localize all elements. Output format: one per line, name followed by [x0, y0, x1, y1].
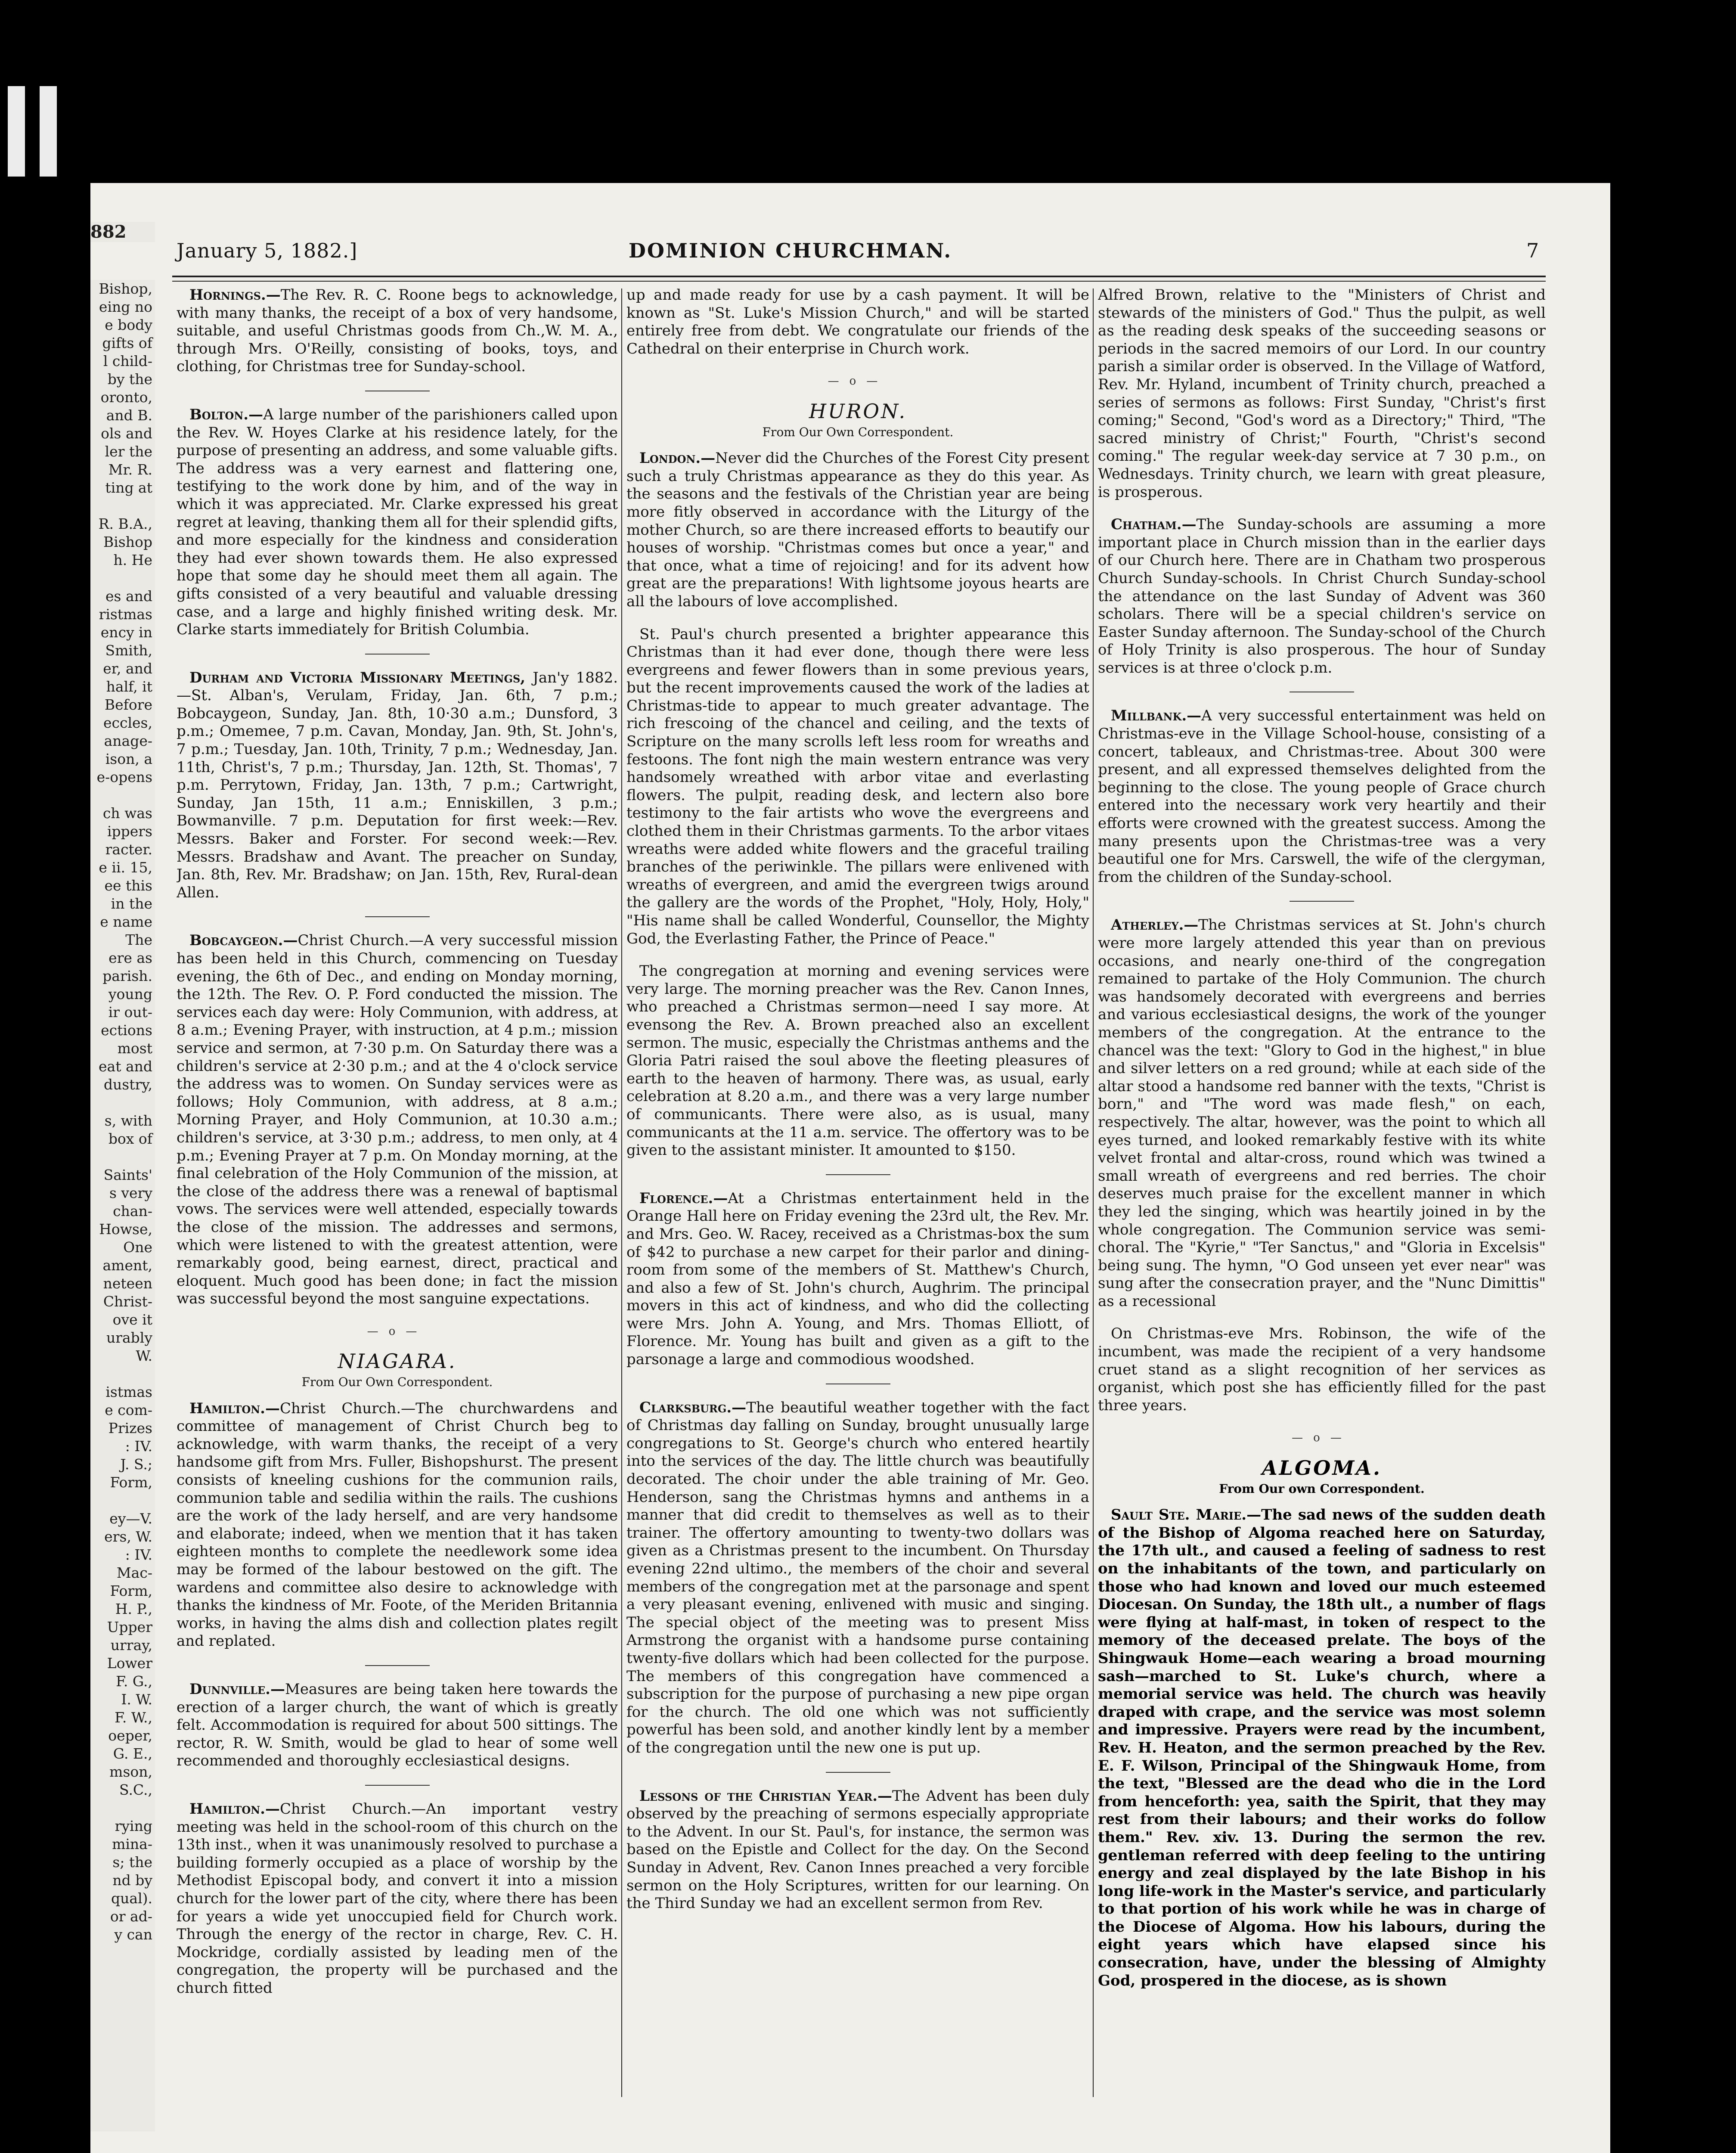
prev-page-line: by the — [107, 371, 152, 388]
correspondent-line: From Our Own Correspondent. — [762, 425, 954, 439]
prev-page-line: most — [117, 1040, 152, 1057]
column-rule — [1093, 289, 1094, 2097]
article-dateline: Lessons of the Christian Year.— — [639, 1787, 893, 1805]
article-dateline: Millbank.— — [1111, 707, 1202, 725]
article-text: At a Christmas entertainment held in the Orange Hall here on Friday evening the 23rd ult, the Rev. Mr. and Mrs. Geo. W. Racey, received as a Christmas-box the sum of $42 to purchase a new carpet for their parlor and dining-room from some of the members of St. Matthew's Church, and also a few of St. John's church, Aughrim. The principal movers in this act of kindness, and who did the collecting were Mrs. John A. Young, and Mrs. Thomas Elliott, of Florence. Mr. Young has built and given as a gift to the parsonage a large and commodious woodshed. — [626, 1189, 1089, 1368]
prev-page-line: ove it — [112, 1311, 152, 1328]
prev-page-line — [90, 1094, 155, 1112]
prev-page-line: s very — [109, 1185, 152, 1201]
article-paragraph — [177, 932, 618, 1308]
correspondent-line: From Our Own Correspondent. — [301, 1375, 493, 1390]
prev-page-line: in the — [111, 895, 152, 912]
prev-page-fragment: 882 — [90, 222, 155, 242]
prev-page-line — [90, 497, 155, 515]
prev-page-line: Smith, — [105, 642, 152, 659]
prev-page-line: Saints' — [103, 1166, 152, 1183]
article-paragraph — [1098, 707, 1546, 886]
article-text: The Christmas services at St. John's church were more largely attended this year than on previous occasions, and nearly one-third of the congregation remained to partake of the Holy Communion. The church was handsomely decorated with evergreens and berries and various ecclesiastical designs, the work of the younger members of the congregation. At the entrance to the chancel was the text: "Glory to God in the highest," in blue and silver letters on a red ground; while at each side of the altar stood a handsome red banner with the texts, "Christ is born," and "The word was made flesh," on each, respectively. The altar, however, was the point to which all eyes turned, and looked remarkably festive with its white velvet frontal and altar-cross, round which was twined a small wreath of evergreens and red berries. The choir deserves much praise for the excellent manner in which they led the singing, which was heartily joined in by the whole congregation. The Communion service was semi-choral. The "Kyrie," "Ter Sanctus," and "Gloria in Excelsis" being sung. The hymn, "O God unseen yet ever near" was sung after the consecration prayer, and the "Nunc Dimittis" as a recessional — [1098, 916, 1546, 1310]
prev-page-line: mson, — [109, 1763, 152, 1780]
article-paragraph — [1098, 916, 1546, 1310]
prev-page-edge-text — [90, 280, 155, 2131]
article-dateline: Hamilton.— — [189, 1800, 280, 1818]
prev-page-line: istmas — [105, 1384, 152, 1400]
article-separator — [365, 1665, 430, 1666]
prev-page-line: Bishop — [103, 534, 152, 550]
prev-page-line: e body — [105, 316, 152, 333]
article-text: The Advent has been duly observed by the preaching of sermons especially appropriate to the Advent. In our St. Paul's, for instance, the sermon was based on the Epistle and Collect for the day. On the Second Sunday in Advent, Rev. Canon Innes preached a very forcible sermon on the Holy Scriptures, written for our learning. On the Third Sunday we had an excellent sermon from Rev. — [626, 1787, 1089, 1912]
section-ornament: —o— — [828, 375, 888, 388]
prev-page-line — [90, 1365, 155, 1383]
prev-page-line: chan- — [113, 1203, 152, 1219]
masthead-title: DOMINION CHURCHMAN. — [629, 239, 952, 262]
prev-page-line: ler the — [105, 443, 152, 460]
prev-page-line: ting at — [105, 479, 152, 496]
prev-page-line: and B. — [106, 407, 152, 424]
prev-page-line: Bishop, — [99, 280, 152, 297]
prev-page-line: ison, a — [105, 751, 152, 767]
prev-page-line: rying — [115, 1818, 152, 1834]
article-text: St. Paul's church presented a brighter appearance this Christmas than it had ever done, though there were less evergreens and fewer flowers than in some previous years, but the recent improvements caused the work of the ladies at Christmas-tide to appear to much greater advantage. The rich frescoing of the chancel and ceiling, and the texts of Scripture on the many scrolls left less room for wreaths and festoons. The font nigh the main western entrance was very handsomely wreathed with arbor vitae and everlasting flowers. The pulpit, reading desk, and lectern also bore testimony to the fair artists who wove the evergreens and clothed them in their Christmas garments. To the arbor vitaes wreaths were added white flowers and the graceful trailing branches of the periwinkle. The pillars were enlivened with wreaths of evergreen, and amid the evergreen twigs around the gallery are the words of the Prophet, "Holy, Holy, Holy," "His name shall be called Wonderful, Counsellor, the Mighty God, the Everlasting Father, the Prince of Peace." — [626, 625, 1089, 947]
prev-page-line — [90, 1148, 155, 1166]
prev-page-line: S.C., — [119, 1781, 152, 1798]
article-dateline: Dunnville.— — [189, 1680, 285, 1698]
article-dateline: Bolton.— — [189, 406, 264, 423]
article-paragraph — [177, 1681, 618, 1770]
prev-page-line: oeper, — [108, 1727, 152, 1744]
article-separator — [826, 1174, 890, 1175]
article-paragraph — [626, 1190, 1089, 1369]
prev-page-line: ir out- — [108, 1004, 152, 1021]
prev-page-line: F. W., — [115, 1709, 152, 1726]
article-dateline: Florence.— — [639, 1189, 728, 1207]
prev-page-line — [90, 1799, 155, 1817]
section-ornament: —o— — [367, 1325, 428, 1338]
article-dateline: Hornings.— — [189, 286, 281, 304]
article-separator — [365, 1785, 430, 1786]
article-dateline: Sault Ste. Marie.— — [1111, 1506, 1262, 1524]
prev-page-line: y can — [114, 1926, 152, 1943]
article-paragraph — [177, 1400, 618, 1650]
prev-page-line: s; the — [112, 1854, 152, 1871]
article-paragraph — [177, 286, 618, 376]
article-text: On Christmas-eve Mrs. Robinson, the wife of the incumbent, was made the recipient of a very handsome cruet stand as a slight recognition of her services as organist, which post she has efficiently filled for the past three years. — [1098, 1325, 1546, 1414]
prev-page-line: eing no — [99, 298, 152, 315]
article-dateline: Hamilton.— — [189, 1399, 280, 1417]
article-text: The congregation at morning and evening services were very large. The morning preacher was the Rev. Canon Innes, who preached a Christmas sermon—need I say more. At evensong the Rev. A. Brown preached also an excellent sermon. The music, especially the Christmas anthems and the Gloria Patri raised the soul above the fleeting pleasures of earth to the heaven of harmony. There was, as usual, early celebration at 8.20 a.m., and there was a very large number of communicants. There were also, as is usual, many communicants at the 11 a.m. service. The offertory was to be given to the assistant minister. It amounted to $150. — [626, 962, 1089, 1159]
prev-page-line: or ad- — [110, 1908, 152, 1925]
prev-page-line: : IV. — [125, 1546, 152, 1563]
article-paragraph — [626, 626, 1089, 948]
article-paragraph — [177, 406, 618, 639]
prev-page-line: er, and — [103, 660, 152, 677]
article-paragraph — [1098, 516, 1546, 677]
prev-page-line: Mr. R. — [108, 461, 152, 478]
prev-page-line: ch was — [102, 805, 152, 822]
film-edge-mark — [8, 86, 25, 177]
article-dateline: Durham and Victoria Missionary Meetings, — [189, 669, 533, 686]
article-dateline: Bobcaygeon.— — [189, 932, 298, 949]
article-text: Christ Church.—A very successful mission has been held in this Church, commencing on Tuesday evening, the 6th of Dec., and ending on Monday morning, the 12th. The Rev. O. P. Ford conducted the mission. The services each day were: Holy Communion, with address, at 8 a.m.; Evening Prayer, with instruction, at 4 p.m.; mission service and sermon, at 7·30 p.m. On Saturday there was a children's service at 2·30 p.m.; and at the 4 o'clock service the address was to women. On Sunday services were as follows; Holy Communion, with address, at 8 a.m.; Morning Prayer, and Holy Communion, at 10.30 a.m.; children's service, at 3·30 p.m.; address, to men only, at 4 p.m.; Evening Prayer at 7 p.m. On Monday morning, at the final celebration of the Holy Communion of the mission, at the close of the address there was a renewal of baptismal vows. The services were well attended, especially towards the close of the mission. The addresses and sermons, which were listened to with the greatest attention, were remarkably good, being earnest, direct, practical and eloquent. Much good has been done; in fact the mission was successful beyond the most sanguine expectations. — [177, 932, 618, 1308]
prev-page-line: oronto, — [100, 389, 152, 406]
prev-page-line — [90, 1492, 155, 1510]
prev-page-line: Form, — [110, 1474, 152, 1491]
prev-page-line: dustry, — [103, 1076, 152, 1093]
prev-page-line: ament, — [102, 1257, 152, 1274]
prev-page-line: ency in — [100, 624, 152, 641]
prev-page-line: ers, W. — [104, 1528, 152, 1545]
prev-page-line: gifts of — [102, 335, 152, 351]
article-text: The Sunday-schools are assuming a more important place in Church mission than in the earlier days of our Church here. There are in Chatham two prosperous Church Sunday-schools. In Christ Church Sunday-school the attendance on the last Sunday of Advent was 360 scholars. There will be a special children's service on Easter Sunday afternoon. The Sunday-school of the Church of Holy Trinity is also prosperous. The hour of Sunday services is at three o'clock p.m. — [1098, 516, 1546, 676]
prev-page-line: e ii. 15, — [99, 859, 152, 876]
prev-page-line: ections — [101, 1022, 152, 1039]
prev-page-line: W. — [136, 1347, 152, 1364]
prev-page-line: ee this — [104, 877, 152, 894]
prev-page-line: Christ- — [103, 1293, 152, 1310]
prev-page-line: h. He — [113, 552, 152, 568]
article-paragraph — [626, 1399, 1089, 1757]
section-ornament: —o— — [1292, 1431, 1352, 1445]
prev-page-line: parish. — [102, 968, 152, 984]
section-title-niagara: NIAGARA. — [338, 1350, 457, 1373]
article-separator — [365, 916, 430, 917]
prev-page-line: half, it — [106, 678, 152, 695]
prev-page-line: Mac- — [116, 1564, 152, 1581]
article-text: Jan'y 1882.—St. Alban's, Verulam, Friday, Jan. 6th, 7 p.m.; Bobcaygeon, Sunday, Jan. 8th, 10·30 a.m.; Dunsford, 3 p.m.; Omemee, 7 p.m. Cavan, Monday, Jan. 9th, St. John's, 7 p.m.; Tuesday, Jan. 10th, Trinity, 7 p.m.; Wednesday, Jan. 11th, Christ's, 7 p.m.; Thursday, Jan. 12th, St. Thomas', 7 p.m. Perrytown, Friday, Jan. 13th, 7 p.m.; Cartwright, Sunday, Jan 15th, 11 a.m.; Enniskillen, 3 p.m.; Bowmanville. 7 p.m. Deputation for first week:—Rev. Messrs. Baker and Forster. For second week:—Rev. Messrs. Bradshaw and Avant. The preacher on Sunday, Jan. 8th, Rev. Mr. Bradshaw; on Jan. 15th, Rev, Rural-dean Allen. — [177, 669, 618, 901]
prev-page-line: eat and — [98, 1058, 152, 1075]
prev-page-line: Lower — [107, 1655, 152, 1672]
prev-page-line: One — [123, 1239, 152, 1256]
article-dateline: London.— — [639, 450, 716, 467]
article-text: Christ Church.—An important vestry meeting was held in the school-room of this church on the 13th inst., when it was unanimously resolved to purchase a building formerly occupied as a place of worship by the Methodist Episcopal body, and convert it into a mission church for the lower part of the city, where there has been for years a wide yet unoccupied field for Church work. Through the energy of the rector in charge, Rev. C. H. Mockridge, cordially assisted by leading men of the congregation, the property will be purchased and the church fitted — [177, 1800, 618, 1997]
section-title-huron: HURON. — [809, 399, 907, 423]
prev-page-line: ristmas — [99, 606, 152, 623]
prev-page-line: ere as — [108, 949, 152, 966]
article-dateline: Clarksburg.— — [639, 1399, 747, 1416]
section-title-algoma: ALGOMA. — [1262, 1456, 1382, 1480]
prev-page-line: qual). — [111, 1890, 152, 1907]
header-rule-thin — [172, 281, 1546, 282]
prev-page-line: l child- — [103, 353, 152, 369]
prev-page-line: G. E., — [113, 1745, 152, 1762]
prev-page-line: neteen — [103, 1275, 152, 1292]
article-text: A very successful entertainment was held on Christmas-eve in the Village School-house, consisting of a concert, tableaux, and Christmas-tree. About 300 were present, and all expressed themselves delighted from the beginning to the close. The young people of Grace church entered into the necessary work very heartily and their efforts were crowned with the greatest success. Among the many presents upon the Christmas-tree was a very beautiful one for Mrs. Carswell, the wife of the clergyman, from the children of the Sunday-school. — [1098, 707, 1546, 886]
article-separator — [365, 654, 430, 655]
prev-page-line: es and — [105, 588, 152, 605]
prev-page-line: young — [108, 986, 152, 1002]
page-number: 7 — [1526, 239, 1540, 262]
article-paragraph — [1098, 1325, 1546, 1415]
prev-page-line: e name — [100, 913, 152, 930]
prev-page-line: eccles, — [103, 714, 152, 731]
article-paragraph — [177, 1800, 618, 1998]
prev-page-line: F. G., — [116, 1673, 152, 1690]
article-continuation: Alfred Brown, relative to the "Ministers of Christ and stewards of the ministers of God." Thus the pulpit, as well as the reading desk speaks of the succeeding seasons or periods in the sacred memoirs of our Lord. In our country parish a similar order is observed. In the Village of Watford, Rev. Mr. Hyland, incumbent of Trinity church, preached a series of sermons as follows: First Sunday, "Christ's first coming;" Second, "God's word as a Directory;" Third, "The sacred ministry of Christ;" Fourth, "Christ's second coming." The regular week-day service at 7 30 p.m., on Wednesdays. Trinity church, we learn with great pleasure, is prosperous. — [1098, 286, 1546, 501]
article-text: The beautiful weather together with the fact of Christmas day falling on Sunday, brought unusually large congregations to St. George's church who entered heartily into the services of the day. The little church was beautifully decorated. The choir under the able training of Mr. Geo. Henderson, sang the Christmas hymns and anthems in a manner that did credit to themselves as well as to their trainer. The offertory amounting to twenty-two dollars was given as a Christmas present to the incumbent. On Thursday evening 22nd ultimo., the members of the choir and several members of the congregation met at the parsonage and spent a very pleasant evening, enlivened with music and singing. The special object of the meeting was to present Miss Armstrong the organist with a handsome purse containing twenty-five dollars which had been collected for the purpose. The members of this congregation have commenced a subscription for the purpose of purchasing a new pipe organ for the church. The old one which was not sufficiently powerful has been sold, and another kindly lent by a member of the congregation until the new one is put up. — [626, 1399, 1089, 1756]
prev-page-line: box of — [108, 1130, 152, 1147]
page-header — [90, 239, 1541, 273]
article-dateline: Atherley.— — [1111, 916, 1199, 934]
article-separator — [826, 1772, 890, 1773]
article-text: Never did the Churches of the Forest City present such a truly Christmas appearance as they do this year. As the seasons and the festivals of the Christian year are being more fitly observed in accordance with the Liturgy of the mother Church, so are there increased efforts to beautify our houses of worship. "Christmas comes but once a year," and that once, what a time of rejoicing! and for its advent how great are the preparations! With lightsome joyous hearts are all the labours of love accomplished. — [626, 450, 1089, 610]
prev-page-line: ey—V. — [109, 1510, 152, 1527]
article-paragraph — [626, 450, 1089, 611]
prev-page-line: H. P., — [115, 1601, 152, 1617]
prev-page-line: nd by — [112, 1872, 152, 1889]
column-1 — [177, 286, 618, 2116]
prev-page-line: e-opens — [96, 769, 152, 785]
film-edge-mark — [40, 86, 57, 177]
prev-page-line: The — [125, 931, 152, 948]
prev-page-line: Form, — [110, 1582, 152, 1599]
prev-page-line: R. B.A., — [98, 515, 152, 532]
prev-page-line: J. S.; — [120, 1456, 152, 1473]
prev-page-line: racter. — [105, 841, 152, 858]
article-paragraph — [177, 669, 618, 902]
article-paragraph — [1098, 1506, 1546, 1990]
article-separator — [1290, 901, 1354, 902]
article-text: Measures are being taken here towards the erection of a larger church, the want of which is greatly felt. Accommodation is required for about 500 sittings. The rector, R. W. Smith, would be glad to hear of some well recommended and thoroughly ecclesiastical designs. — [177, 1680, 618, 1770]
prev-page-line: Prizes — [108, 1420, 152, 1436]
prev-page-line: : IV. — [125, 1438, 152, 1455]
prev-page-line: Upper — [107, 1619, 152, 1635]
column-2 — [626, 286, 1089, 2116]
prev-page-line: e com- — [105, 1402, 152, 1418]
prev-page-line: s, with — [104, 1112, 152, 1129]
column-rule — [621, 289, 622, 2097]
prev-page-line — [90, 569, 155, 587]
article-dateline: Chatham.— — [1111, 516, 1197, 534]
prev-page-line: urably — [106, 1329, 152, 1346]
prev-page-line: ippers — [107, 823, 152, 840]
article-paragraph — [626, 1787, 1089, 1913]
prev-page-line — [90, 786, 155, 804]
article-paragraph — [626, 962, 1089, 1160]
article-text: A large number of the parishioners called upon the Rev. W. Hoyes Clarke at his residence lately, for the purpose of presenting an address, and some valuable gifts. The address was a very earnest and flattering one, testifying to the work done by him, and of the way in which it was appreciated. Mr. Clarke expressed his great regret at leaving, thanking them all for their splendid gifts, and more especially for the kindness and consideration they had ever shown towards them. He also expressed hope that some day he should meet them all again. The gifts consisted of a very beautiful and valuable dressing case, and a large and highly finished writing desk. Mr. Clarke starts immediately for British Columbia. — [177, 406, 618, 639]
column-3 — [1098, 286, 1546, 2116]
prev-page-line: Before — [104, 696, 152, 713]
correspondent-line: From Our own Correspondent. — [1219, 1481, 1425, 1496]
header-rule — [172, 276, 1546, 277]
article-text: The Rev. R. C. Roone begs to acknowledge, with many thanks, the receipt of a box of very handsome, suitable, and useful Christmas goods from Ch.,W. M. A., through Mrs. O'Reilly, consisting of books, toys, and clothing, for Christmas tree for Sunday-school. — [177, 286, 618, 375]
article-continuation: up and made ready for use by a cash payment. It will be known as "St. Luke's Mission Church," and will be started entirely free from debt. We congratulate our friends of the Cathedral on their enterprise in Church work. — [626, 286, 1089, 357]
prev-page-line: urray, — [110, 1637, 152, 1654]
article-text: The sad news of the sudden death of the Bishop of Algoma reached here on Saturday, the 17th ult., and caused a feeling of sadness to rest on the inhabitants of the town, and particularly on those who had known and loved our much esteemed Diocesan. On Sunday, the 18th ult., a number of flags were flying at half-mast, in token of respect to the memory of the deceased prelate. The boys of the Shingwauk Home—each wearing a broad mourning sash—marched to St. Luke's church, where a memorial service was held. The church was heavily draped with crape, and the service was most solemn and impressive. Prayers were read by the incumbent, Rev. H. Heaton, and the sermon preached by the Rev. E. F. Wilson, Principal of the Shingwauk Home, from the text, "Blessed are the dead who die in the Lord from henceforth: yea, saith the Spirit, that they may rest from their labours; and their works do follow them." Rev. xiv. 13. During the sermon the rev. gentleman referred with deep feeling to the untiring energy and zeal displayed by the late Bishop in his long life-work in the Master's service, and particularly to that portion of his work while he was in charge of the Diocese of Algoma. How his labours, during the eight years which have elapsed since his consecration, have, under the blessing of Almighty God, prospered in the diocese, as is shown — [1098, 1506, 1546, 1989]
prev-page-line: anage- — [104, 732, 152, 749]
prev-page-line: I. W. — [121, 1691, 152, 1708]
header-date: January 5, 1882.] — [177, 239, 358, 262]
prev-page-line: Howse, — [99, 1221, 152, 1238]
prev-page-line: mina- — [112, 1836, 152, 1852]
article-text: Christ Church.—The churchwardens and committee of management of Christ Church beg to acknowledge, with warm thanks, the receipt of a very handsome gift from Mrs. Fuller, Bishopshurst. The present consists of kneeling cushions for the communion rails, communion table and sedilia within the rails. The cushions are the work of the lady herself, and are very handsome and elaborate; indeed, when we mention that it has taken eighteen months to complete the needlework some idea may be formed of the labour bestowed on the gift. The wardens and committee also desire to acknowledge with thanks the kindness of Mr. Foote, of the Meriden Britannia works, in having the alms dish and collection plates regilt and replated. — [177, 1399, 618, 1650]
prev-page-line: ols and — [101, 425, 152, 442]
